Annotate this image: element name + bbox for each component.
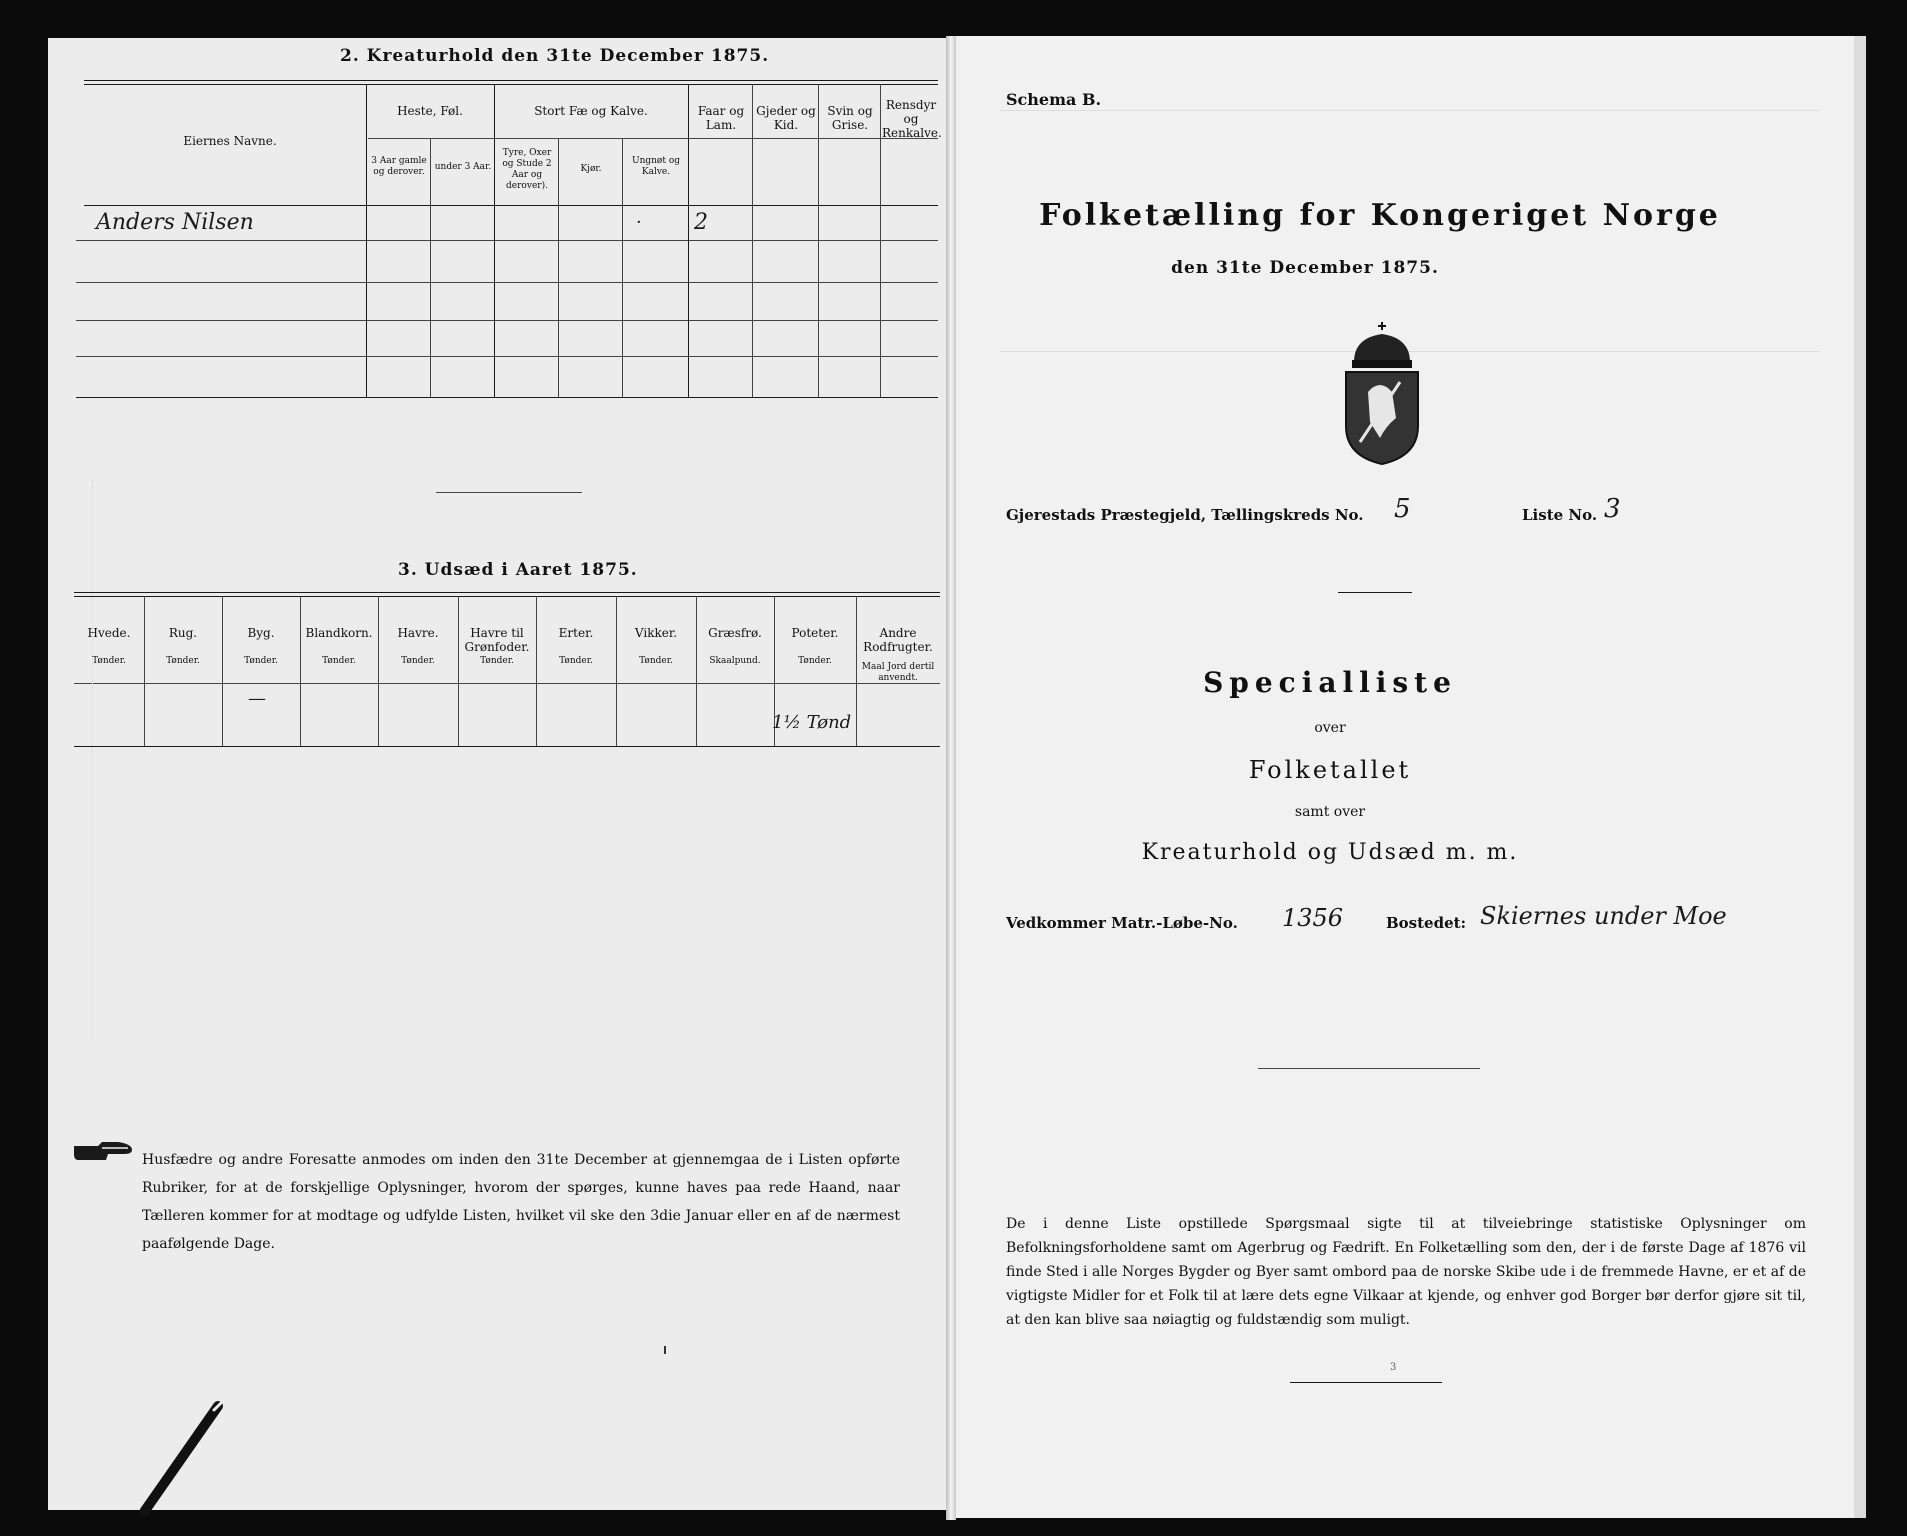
entry-cattle-young: · <box>636 212 642 233</box>
section3-col-6-unit: Tønder. <box>559 656 593 666</box>
entry-sheep: 2 <box>694 210 708 235</box>
book-gutter <box>946 36 956 1520</box>
coat-of-arms-icon <box>1340 322 1424 466</box>
section3-col-5-name: Havre til Grønfoder. <box>464 626 530 654</box>
col-goats: Gjeder og Kid. <box>756 104 816 132</box>
section2-heading: 2. Kreaturhold den 31te December 1875. <box>340 46 770 66</box>
col-cattle-group: Stort Fæ og Kalve. <box>534 104 648 118</box>
section3-col-9-name: Poteter. <box>791 626 839 640</box>
section3-col-4-name: Havre. <box>397 626 439 640</box>
col-horses-young: under 3 Aar. <box>434 162 492 172</box>
section3-col-5-unit: Tønder. <box>480 656 514 666</box>
col-reindeer: Rensdyr og Renkalve. <box>882 98 942 140</box>
matr-label: Vedkommer Matr.-Løbe-No. <box>1006 914 1238 932</box>
list-label: Liste No. <box>1522 506 1598 524</box>
col-horses-old: 3 Aar gamle og derover. <box>371 156 427 177</box>
bosted-value: Skiernes under Moe <box>1480 902 1727 930</box>
section3-col-0-name: Hvede. <box>87 626 131 640</box>
section3-col-9-unit: Tønder. <box>798 656 832 666</box>
section3-col-1-unit: Tønder. <box>166 656 200 666</box>
over-1: over <box>1314 720 1346 736</box>
footer-text: De i denne Liste opstillede Spørgsmaal sigte til at tilveiebringe statistiske Oplysninger om Befolkningsforholdene samt om Agerbrug og Fædrift. En Folketælling som den, der i de første Dage af 1876 vil finde Sted i alle Norges Bygder og Byer samt ombord paa de norske Skibe ude i de fremmede Havne, er et af de vigtigste Midler for et Folk til at lære dets egne Vilkaar at kjende, og enhver god Borger bør derfor gjøre sit til, at den kan blive saa nøiagtig og fuldstændig som muligt. <box>1006 1216 1806 1328</box>
section3-col-2-name: Byg. <box>247 626 275 640</box>
census-date: den 31te December 1875. <box>1171 258 1439 278</box>
col-cattle-young: Ungnøt og Kalve. <box>631 156 680 177</box>
col-horses-group: Heste, Føl. <box>397 104 463 118</box>
section3-col-2-unit: Tønder. <box>244 656 278 666</box>
section3-col-7-unit: Tønder. <box>639 656 673 666</box>
samt-over: samt over <box>1294 804 1366 820</box>
bosted-label: Bostedet: <box>1386 914 1467 932</box>
section3-col-4-unit: Tønder. <box>401 656 435 666</box>
section3-col-10-name: Andre Rodfrugter. <box>863 626 933 654</box>
schema-label: Schema B. <box>1006 90 1102 109</box>
entry-byg: — <box>248 688 266 709</box>
bleed-through <box>92 480 213 1040</box>
list-number: 3 <box>1604 494 1621 524</box>
section3-col-10-unit: Maal Jord dertil anvendt. <box>861 662 935 683</box>
specialliste-title: Specialliste <box>1203 666 1457 699</box>
section3-col-8-name: Græsfrø. <box>708 626 762 640</box>
folketallet: Folketallet <box>1248 756 1412 784</box>
footer-mark: 3 <box>1390 1362 1397 1373</box>
section3-col-8-unit: Skaalpund. <box>709 656 761 666</box>
kreatur-title: Kreaturhold og Udsæd m. m. <box>1141 840 1519 865</box>
col-pigs: Svin og Grise. <box>827 104 873 132</box>
section3-col-3-name: Blandkorn. <box>305 626 373 640</box>
section3-col-7-name: Vikker. <box>634 626 678 640</box>
section3-col-0-unit: Tønder. <box>92 656 126 666</box>
col-owner: Eiernes Navne. <box>183 134 277 148</box>
entry-poteter: 1½ Tønd <box>772 712 852 733</box>
pointing-hand-icon <box>72 1140 134 1164</box>
col-cattle-cows: Kjør. <box>580 164 602 174</box>
notice-text: Husfædre og andre Foresatte anmodes om inden den 31te December at gjennemgaa de i Listen opførte Rubriker, for at de forskjellige Oplysninger, hvorom der spørges, kunne haves paa rede Haand, naar Tælleren kommer for at modtage og udfylde Listen, hvilket vil ske den 3die Januar eller en af de nærmest paafølgende Dage. <box>142 1152 900 1252</box>
pen-icon <box>140 1396 230 1516</box>
section3-col-1-name: Rug. <box>168 626 198 640</box>
col-sheep: Faar og Lam. <box>697 104 745 132</box>
page-edge <box>1854 36 1866 1518</box>
entry-owner: Anders Nilsen <box>96 210 254 235</box>
district-number: 5 <box>1394 494 1411 524</box>
section3-col-6-name: Erter. <box>558 626 594 640</box>
census-title: Folketælling for Kongeriget Norge <box>1039 198 1721 233</box>
col-cattle-oxen: Tyre, Oxer og Stude 2 Aar og derover). <box>502 148 552 191</box>
section3-heading: 3. Udsæd i Aaret 1875. <box>398 560 638 580</box>
parish-label: Gjerestads Præstegjeld, Tællingskreds No. <box>1006 506 1364 524</box>
matr-number: 1356 <box>1282 904 1344 932</box>
left-small-mark <box>664 1346 666 1354</box>
section3-col-3-unit: Tønder. <box>322 656 356 666</box>
